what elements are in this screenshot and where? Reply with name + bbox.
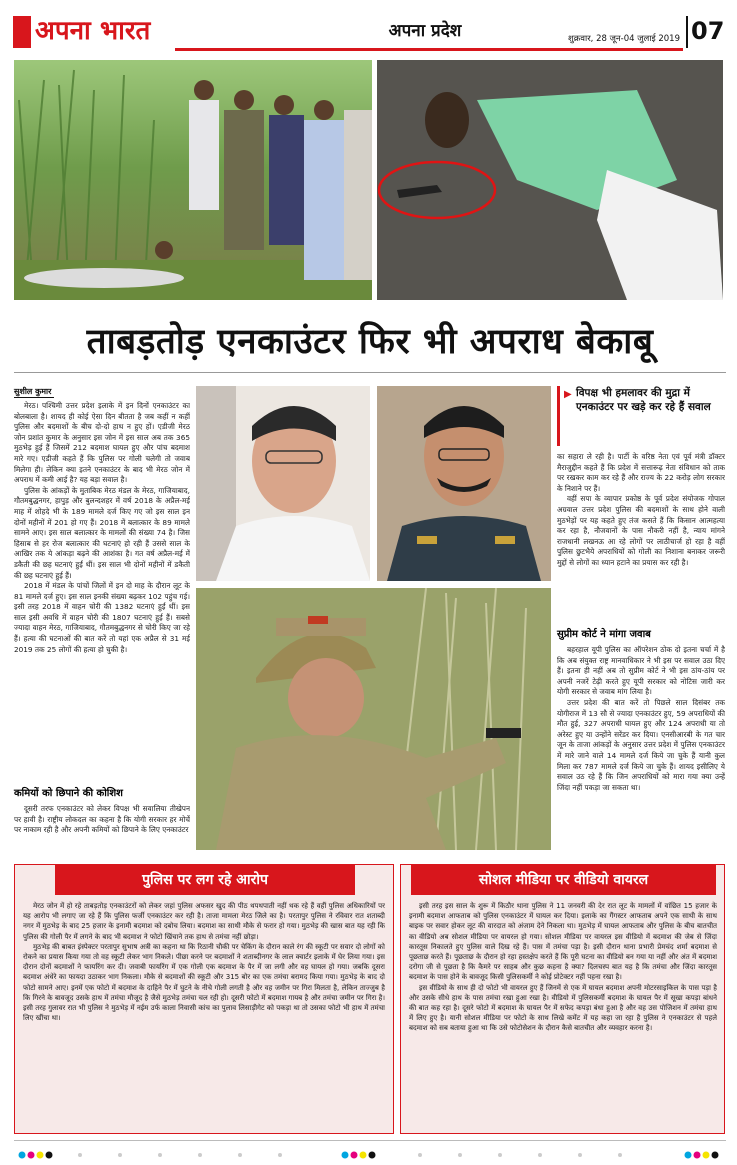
photo-politician xyxy=(196,386,370,581)
byline: सुशील कुमार xyxy=(14,387,52,396)
article-paragraph: दूसरी तरफ एनकाउंटर को लेकर विपक्ष भी सवालिया तीखेपन पर हावी है। राष्ट्रीय लोकदल का कहना है कि योगी सरकार हर मोर्चे पर नाकाम रही है और अपनी कमियों को छिपाने के लिए एनकाउंटर xyxy=(14,804,190,835)
logo: अपना भारत xyxy=(35,16,151,46)
headline-rule xyxy=(14,372,726,373)
box-police-allegations-body xyxy=(23,901,385,1127)
article-column-3 xyxy=(557,452,725,624)
article-paragraph: वहीं सपा के व्यापार प्रकोष्ठ के पूर्व प्रदेश संयोजक गोपाल अग्रवाल उत्तर प्रदेश पुलिस की बदमाशों के साथ होने वाली मुठभेड़ों पर यह कहते हुए तंज कसते हैं कि किसान आत्महत्या कर रहा है, नौजवानों के पास नौकरी नहीं है, न्याय मांगने राजधानी लखनऊ आ रहे लोगों पर लाठीचार्ज हो रहा है वहीं पुलिस छुटभैये अपराधियों को गोली का निशाना बनाकर जरूरी मुद्दों से लोगों का ध्यान हटाने का प्रयास कर रही है। xyxy=(557,494,725,567)
page-number: 07 xyxy=(691,17,725,45)
article-paragraph: का सहारा ले रही है। पार्टी के वरिष्ठ नेता एवं पूर्व मंत्री डॉक्टर मैराजुद्दीन कहते हैं कि प्रदेश में सत्तारूढ़ नेता संविधान को ताक पर रखकर काम कर रहे हैं और राज्य के 22 करोड़ लोग सरकार के निशाने पर हैं। xyxy=(557,452,725,493)
section-name: अपना प्रदेश xyxy=(388,21,462,41)
box-social-media xyxy=(400,864,725,1134)
byline-rule xyxy=(14,397,54,398)
article-paragraph: 2018 में मंडल के पांचों जिलों में इन दो माह के दौरान लूट के 81 मामले दर्ज हुए। इस साल इनकी संख्या बढ़कर 102 पहुंच गई। इसी तरह 2018 में वाहन चोरी की 1382 घटनाएं हुईं थीं। इस साल इसी अवधि में वाहन चोरी की 1807 घटनाएं हुई हैं। सबसे ज्यादा वाहन मेरठ, गाजियाबाद, गौतमबुद्धनगर से चोरी किए जा रहे हैं। हत्या की घटनाओं की बात करें तो यहां एक अप्रैल से 31 मई 2019 तक 25 लोगों की हत्या हो चुकी है। xyxy=(14,581,190,654)
article-column-3-cont xyxy=(557,645,725,857)
box-paragraph: मुठभेड़ की बाबत इंस्पेक्टर परतापुर सुभाष अत्री का कहना था कि रिठानी चौकी पर चेकिंग के दौरान काले रंग की स्कूटी पर सवार दो लोगों को रोकने का प्रयास किया गया तो वह स्कूटी लेकर भाग निकले। पीछा करने पर बदमाशों ने शताब्दीनगर के लाल क्वार्टर इलाके में घेर लिया गया। इस दौरान दोनों बदमाशों ने फायरिंग कर दी। जवाबी फायरिंग में एक गोली एक बदमाश के पैर में जा लगी और वह घायल हो गया। जबकि दूसरा बदमाश अंधेरे का फायदा उठाकर भाग निकला। मौके से बदमाशों की स्कूटी और 315 बोर का एक तमंचा बरामद किया गया। मुठभेड़ के बाद दो फोटो सामने आए। इनमें एक फोटो में बदमाश के दाहिने पैर में घुटने के नीचे गोली लगती है और वह जमीन पर गिरा मिलता है, लेकिन ताज्जुब है कि गिरने के बावजूद उसके हाथ में तमंचा मौजूद है जैसे मुठभेड़ तमंचा चल रही हो। दूसरी फोटो में बदमाश गायब है और तमंचा जमीन पर गिरा है। इसी तरह गुलावर रात भी पुलिस ने मुठभेड़ में नईम उर्फ काला निवासी कांच का पुलाव लिसाड़ीगेट को पकड़ा था तो उसका फोटो भी हाथ में तमंचा लिए खींचा था। xyxy=(23,942,385,1023)
headline: ताबड़तोड़ एनकाउंटर फिर भी अपराध बेकाबू xyxy=(86,322,654,362)
box-police-allegations xyxy=(14,864,394,1134)
subheading-cover-up: कमियों को छिपाने की कोशिश xyxy=(14,788,123,799)
photo-officer-firing xyxy=(196,588,551,850)
page-number-divider xyxy=(686,16,688,48)
box-social-media-title: सोशल मीडिया पर वीडियो वायरल xyxy=(411,865,716,895)
box-police-allegations-title: पुलिस पर लग रहे आरोप xyxy=(55,865,355,895)
logo-red-block xyxy=(13,16,31,48)
masthead xyxy=(0,0,737,58)
registration-dot-group-center xyxy=(342,1152,376,1159)
photo-encounter-field xyxy=(14,60,372,300)
box-paragraph: इस वीडियो के साथ ही दो फोटो भी वायरल हुए हैं जिनमें से एक में घायल बदमाश अपनी मोटरसाइकिल के पास पड़ा है और उसके सीधे हाथ के पास तमंचा रखा हुआ रखा है। वीडियो में पुलिसकर्मी बदमाश के घायल पैर में सूखा कपड़ा बांधने की बात कह रहा है। दूसरे फोटो में बदमाश के घायल पैर में सफेद कपड़ा बंधा हुआ है और वह उस पोजिशन में तमंचा हाथ में लिए हुए है। यानी सोशल मीडिया पर फोटो के साथ लिखे कमेंट में यह कहा जा रहा है पुलिस ने एनकाउंटर से पहले बदमाश को सब बताया हुआ था कि उसे फोटोसेशन के दौरान कैसे बातचीत और व्यवहार करना है। xyxy=(409,983,717,1033)
pullquote xyxy=(557,386,725,446)
pullquote-text: विपक्ष भी हमलावर की मुद्रा में एनकाउंटर पर खड़े कर रहे हैं सवाल xyxy=(576,387,711,413)
issue-date: शुक्रवार, 28 जून-04 जुलाई 2019 xyxy=(567,34,680,44)
photo-injured-criminal xyxy=(377,60,723,300)
box-paragraph: इसी तरह इस साल के शुरू में किठौर थाना पुलिस ने 11 जनवरी की देर रात लूट के मामलों में वांछित 15 हजार के इनामी बदमाश आफताब को पुलिस एनकाउंटर में घायल कर दिया। इलाके का गैंगस्टर आफताब अपने एक साथी के साथ बाइक पर सवार होकर लूट की वारदात को अंजाम देने निकला था। मुठभेड़ में घायल आफताब और पुलिस के बीच बातचीत का वीडियो अब सोशल मीडिया पर वायरल हो गया। सोशल मीडिया पर वायरल इस वीडियो में बदमाश की जेब से जिंदा कारतूस निकालते हुए पुलिस वाले दिख रहे हैं। पास में तमंचा पड़ा है। इसी दौरान थाना प्रभारी प्रेमचंद शर्मा बदमाश से पूछताछ करते हैं। पूछताछ के दौरान हो रहा हस्तक्षेप करते हैं कि पूरी घटना का वीडियो बन गया या नहीं और अंत में बदमाश दरोगा जी से पूछता है कि कैमरे पर साहब और कुछ कहना है क्या? दिलचस्प बात यह है कि तमंचा और जिंदा कारतूस बदमाश के पास होने के बावजूद किसी पुलिसकर्मी ने कोई प्रोटेक्टर नहीं पहना रखा है। xyxy=(409,902,717,982)
box-social-media-body xyxy=(409,901,717,1127)
article-paragraph: मेरठ। पश्चिमी उत्तर प्रदेश इलाके में इन दिनों एनकाउंटर का बोलबाला है। शायद ही कोई ऐसा दिन बीतता है जब कहीं न कहीं पुलिस और बदमाशों के बीच दो-दो हाथ न हुए हों। एडीजी मेरठ जोन प्रशांत कुमार के अनुसार इस जोन में इस साल अब तक 365 मुठभेड़ हुई हैं जिसमें 212 बदमाश घायल हुए और पांच बदमाश मारे गए। एडीजी कहते हैं कि पुलिस पर गोली चलेगी तो जवाब मिलेगा ही। लेकिन क्या इतने एनकाउंटर के बाद भी मेरठ जोन में अपराध में कमी आई है? यह बड़ा सवाल है। xyxy=(14,401,190,485)
registration-dot-group-right xyxy=(685,1152,719,1159)
article-paragraph: बहरहाल यूपी पुलिस का ऑपरेशन ठोक दो इतना चर्चा में है कि अब संयुक्त राष्ट्र मानवाधिकार ने भी इस पर सवाल उठा दिए हैं। इतना ही नहीं अब तो सुप्रीम कोर्ट ने भी इस ठांय-ठांय पर अपनी नजरें टेढ़ी करते हुए यूपी सरकार को नोटिस जारी कर योगी सरकार से जवाब मांग लिया है। xyxy=(557,645,725,697)
article-paragraph: उत्तर प्रदेश की बात करें तो पिछले साल दिसंबर तक योगीराज में 13 सौ से ज्यादा एनकाउंटर हुए, 59 अपराधियों की मौत हुई, 327 अपराधी घायल हुए और 124 अपराधी या तो अरेस्ट हुए या उन्होंने सरेंडर कर दिया। एनसीआरबी के गत चार जून के ताजा आंकड़ों के अनुसार उत्तर प्रदेश में पुलिस एनकाउंटर में मारे जाने वाले 14 मामले दर्ज किये जा चुके हैं यानी कुल मिला कर 787 मामले दर्ज किये जा चुके हैं। शायद इसीलिए ये सवाल उठ रहे हैं कि जिन अपराधियों को मारा गया क्या उन्हें जिंदा नहीं पकड़ा जा सकता था। xyxy=(557,697,725,792)
footer-rule xyxy=(14,1140,726,1141)
photo-police-officer xyxy=(377,386,551,581)
article-column-1-cont xyxy=(14,804,190,860)
article-paragraph: पुलिस के आंकड़ों के मुताबिक मेरठ मंडल के मेरठ, गाजियाबाद, गौतमबुद्धनगर, हापुड़ और बुलन्दशहर में वर्ष 2018 के अप्रैल-मई माह में शोहदे भी के 189 मामले दर्ज किए गए जो इस साल इन दोनों महीनों में 201 हो गए हैं। 2018 में बलात्कार के 89 मामले सामने आए। इस साल बलात्कार के मामलों की संख्या 74 है। जिस हिसाब से हर रोज बलात्कार की घटनाएं हो रही हैं उससे साल के आखिर तक ये आंकड़ा बढ़ने की आशंका है। गत वर्ष अप्रैल-मई में डकैती की छह घटनाएं हुईं थीं। इस साल भी दोनों महीनों में डकैती की छह घटनाएं हुई हैं। xyxy=(14,485,190,580)
box-paragraph: मेरठ जोन में हो रहे ताबड़तोड़ एनकाउंटरों को लेकर जहां पुलिस अफसर खुद की पीठ थपथपाती नहीं थक रहे हैं वहीं पुलिस अधिकारियों पर यह आरोप भी लगाए जा रहे हैं कि पुलिस फर्जी एनकाउंटर कर रही है। ताजा मामला मेरठ जिले का है। परतापुर पुलिस ने रविवार रात शताब्दी नगर में मुठभेड़ के बाद 25 हजार के इनामी बदमाश को दबोच लिया। बदमाश का साथी मौके से फरार हो गया। मुठभेड़ की खास बात यह रही कि पुलिस की गोली पैर में लगने के बाद भी बदमाश ने फोटो खिंचाने तक हाथ से तमंचा नहीं छोड़ा। xyxy=(23,902,385,941)
pullquote-arrow-icon: ▶ xyxy=(564,389,572,400)
registration-dot-group-left xyxy=(19,1152,53,1159)
color-registration-marks xyxy=(0,1146,737,1158)
masthead-divider-top xyxy=(175,48,683,51)
article-column-1 xyxy=(14,401,190,786)
subheading-supreme-court: सुप्रीम कोर्ट ने मांगा जवाब xyxy=(557,629,651,640)
